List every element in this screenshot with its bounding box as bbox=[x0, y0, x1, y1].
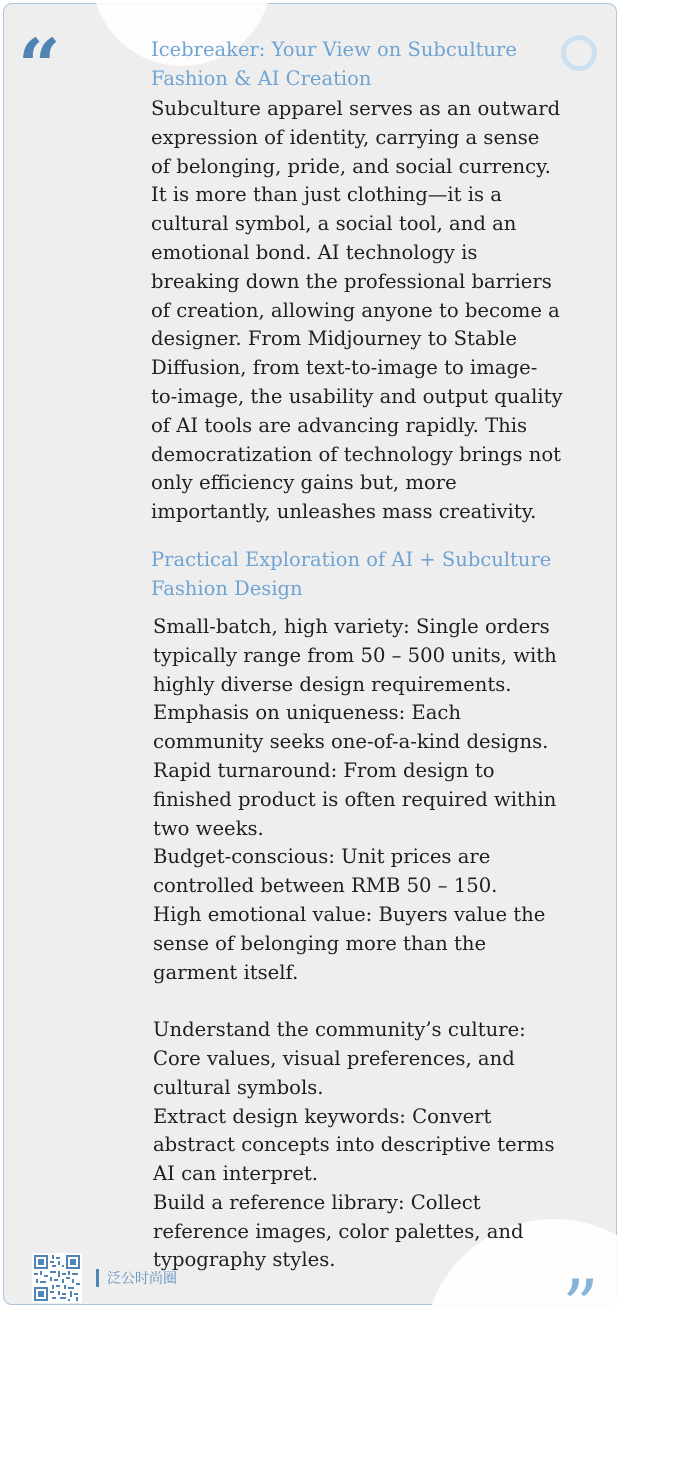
section-title-icebreaker: Icebreaker: Your View on Subculture Fashion & AI Creation bbox=[151, 38, 517, 90]
list-item: Small-batch, high variety: Single orders typically range from 50 – 500 units, with highly diverse design requirements. bbox=[153, 614, 557, 696]
ring-icon bbox=[561, 35, 597, 71]
list-item: Understand the community’s culture: Core values, visual preferences, and cultural symbols. bbox=[153, 1018, 526, 1099]
footer-divider bbox=[96, 1269, 99, 1287]
list-item: Rapid turnaround: From design to finished product is often required within two weeks. bbox=[153, 758, 557, 840]
section-title-practical: Practical Exploration of AI + Subculture Fashion Design bbox=[151, 547, 552, 600]
design-steps-list bbox=[153, 1016, 563, 1275]
qr-code-icon[interactable] bbox=[32, 1253, 82, 1303]
list-item: Budget-conscious: Unit prices are controlled between RMB 50 – 150. bbox=[153, 845, 498, 898]
list-item: Extract design keywords: Convert abstract concepts into descriptive terms AI can interpret. bbox=[153, 1104, 555, 1186]
footer bbox=[32, 1253, 177, 1303]
list-item: Emphasis on uniqueness: Each community seeks one-of-a-kind designs. bbox=[153, 701, 549, 754]
open-quote-icon: “ bbox=[18, 24, 61, 110]
article-content bbox=[151, 35, 563, 1275]
list-item: Build a reference library: Collect reference images, color palettes, and typography styles. bbox=[153, 1190, 524, 1272]
brand-logo-text: 泛公时尚圈 bbox=[107, 1271, 177, 1287]
list-item: High emotional value: Buyers value the sense of belonging more than the garment itself. bbox=[153, 902, 546, 984]
section-body-icebreaker: Subculture apparel serves as an outward expression of identity, carrying a sense of belonging, pride, and social currency. It is more than just clothing—it is a cultural symbol, a social tool, and an emotional bond. AI technology is breaking down the professional barriers of creation, allowing anyone to become a designer. From Midjourney to Stable Diffusion, from text-to-image to image-to-image, the usability and output quality of AI tools are advancing rapidly. This democratization of technology brings not only efficiency gains but, more importantly, unleashes mass creativity. bbox=[151, 97, 563, 524]
article-card bbox=[3, 3, 617, 1348]
market-traits-list bbox=[153, 613, 563, 987]
close-quote-icon: ” bbox=[562, 1264, 599, 1348]
